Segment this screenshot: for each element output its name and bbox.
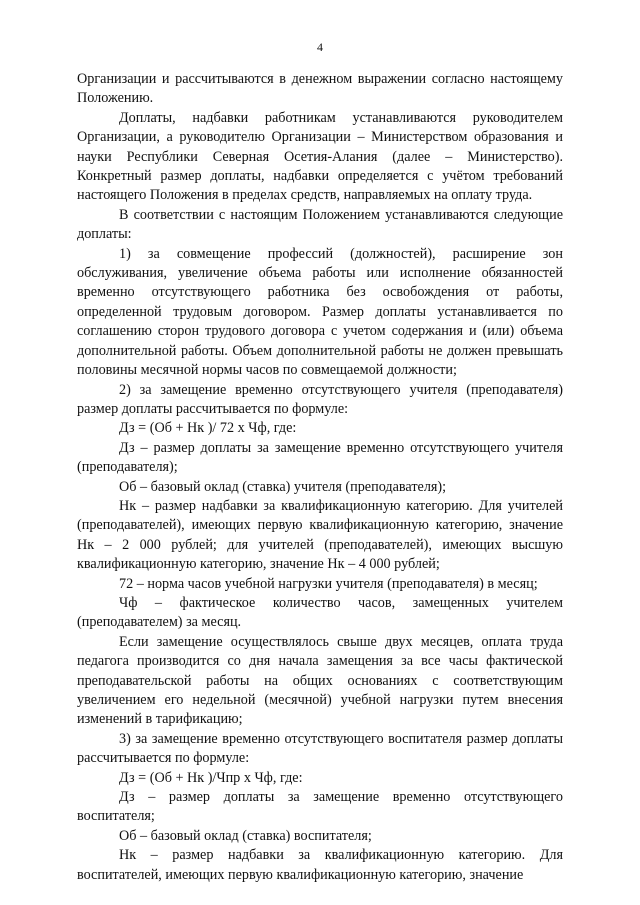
paragraph: В соответствии с настоящим Положением устанавливаются следующие доплаты:	[77, 206, 563, 243]
formula-definition: Дз – размер доплаты за замещение временно отсутствующего учителя (преподавателя);	[77, 439, 563, 476]
document-body	[77, 70, 563, 885]
page-number: 4	[317, 40, 323, 54]
formula: Дз = (Об + Нк )/Чпр х Чф, где:	[119, 769, 303, 786]
formula-definition: Нк – размер надбавки за квалификационную категорию. Для учителей (преподавателей), имеющих первую квалификационную категорию, значение Нк – 2 000 рублей; для учителей (преподавателей), имеющих высшую квалификационную категорию, значение Нк – 4 000 рублей;	[77, 497, 563, 573]
formula-definition: Об – базовый оклад (ставка) учителя (преподавателя);	[119, 478, 447, 495]
paragraph: Организации и рассчитываются в денежном выражении согласно настоящему Положению.	[77, 71, 563, 107]
formula-definition: Чф – фактическое количество часов, замещенных учителем (преподавателем) за месяц.	[77, 594, 563, 631]
list-item: 3) за замещение временно отсутствующего воспитателя размер доплаты рассчитывается по формуле:	[77, 730, 563, 767]
formula-definition: Нк – размер надбавки за квалификационную категорию. Для воспитателей, имеющих первую квалификационную категорию, значение	[77, 847, 563, 883]
list-item: 2) за замещение временно отсутствующего учителя (преподавателя) размер доплаты рассчитывается по формуле:	[77, 381, 563, 417]
formula-definition: Об – базовый оклад (ставка) воспитателя;	[119, 827, 372, 844]
formula: Дз = (Об + Нк )/ 72 х Чф, где:	[119, 420, 297, 437]
formula-definition: Дз – размер доплаты за замещение временно отсутствующего воспитателя;	[77, 789, 563, 825]
formula-definition: 72 – норма часов учебной нагрузки учителя (преподавателя) в месяц;	[119, 575, 538, 592]
list-item: 1) за совмещение профессий (должностей), расширение зон обслуживания, увеличение объема работы или исполнение обязанностей временно отсутствующего работника без освобождения от работы, определенной трудовым договором. Размер доплаты устанавливается по соглашению сторон трудового договора с учетом содержания и (или) объема дополнительной работы. Объем дополнительной работы не должен превышать половины месячной нормы часов по совмещаемой должности;	[77, 245, 563, 379]
paragraph: Если замещение осуществлялось свыше двух месяцев, оплата труда педагога производится со дня начала замещения за все часы фактической преподавательской работы на общих основаниях с соответствующим увеличением его недельной (месячной) учебной нагрузки путем внесения изменений в тарификацию;	[77, 633, 563, 728]
paragraph: Доплаты, надбавки работникам устанавливаются руководителем Организации, а руководителю Организации – Министерством образования и науки Республики Северная Осетия-Алания (далее – Министерство). Конкретный размер доплаты, надбавки определяется с учётом требований настоящего Положения в пределах средств, направляемых на оплату труда.	[77, 109, 563, 204]
